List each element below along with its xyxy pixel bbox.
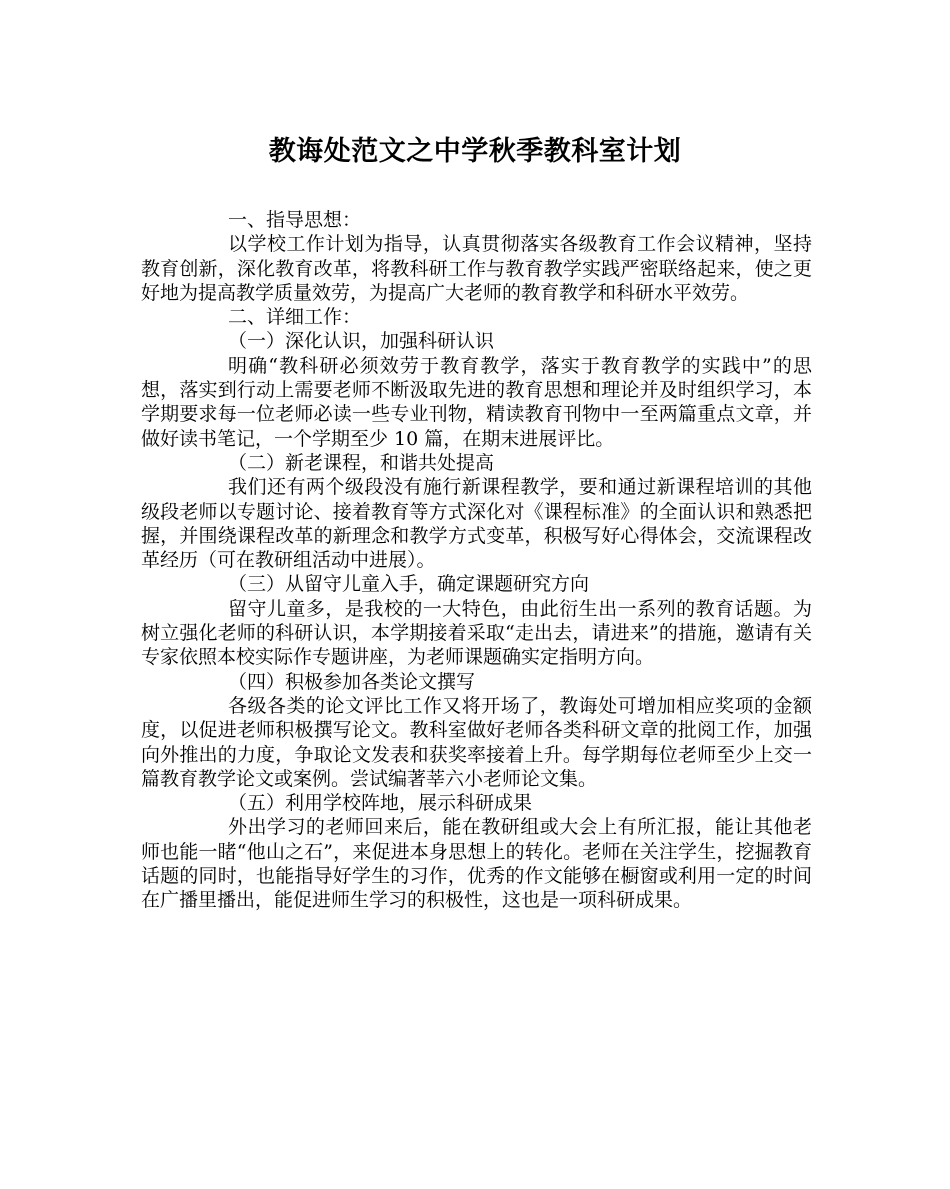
subheading-3: （三）从留守儿童入手，确定课题研究方向 [228, 573, 590, 596]
subheading-4: （四）积极参加各类论文撰写 [228, 670, 476, 693]
subheading-2: （二）新老课程，和谐共处提高 [228, 451, 495, 474]
document-body [141, 208, 812, 913]
section-heading-detailed-work: 二、详细工作： [228, 306, 362, 329]
subheading-1: （一）深化认识，加强科研认识 [228, 330, 495, 353]
subheading-5: （五）利用学校阵地，展示科研成果 [228, 792, 533, 815]
paragraph-guiding-ideology: 以学校工作计划为指导，认真贯彻落实各级教育工作会议精神，坚持教育创新，深化教育改革，将教科研工作与教育教学实践严密联络起来，使之更好地为提高教学质量效劳，为提高广大老师的教育教学和科研水平效劳。 [141, 233, 812, 304]
paragraph-3: 留守儿童多，是我校的一大特色，由此衍生出一系列的教育话题。为树立强化老师的科研认识，本学期接着采取“走出去，请进来”的措施，邀请有关专家依照本校实际作专题讲座，为老师课题确实定指明方向。 [141, 597, 812, 669]
document-title: 教诲处范文之中学秋季教科室计划 [268, 136, 682, 167]
section-heading-guiding-ideology: 一、指导思想： [228, 209, 362, 231]
paragraph-4: 各级各类的论文评比工作又将开场了，教诲处可增加相应奖项的金额度，以促进老师积极撰写论文。教科室做好老师各类科研文章的批阅工作，加强向外推出的力度，争取论文发表和获奖率接着上升。每学期每位老师至少上交一篇教育教学论文或案例。尝试编著莘六小老师论文集。 [141, 694, 812, 790]
paragraph-1: 明确“教科研必须效劳于教育教学，落实于教育教学的实践中”的思想，落实到行动上需要老师不断汲取先进的教育思想和理论并及时组织学习，本学期要求每一位老师必读一些专业刊物，精读教育刊物中一至两篇重点文章，并做好读书笔记，一个学期至少 10 篇，在期末进展评比。 [141, 354, 812, 450]
paragraph-5: 外出学习的老师回来后，能在教研组或大会上有所汇报，能让其他老师也能一睹“他山之石”，来促进本身思想上的转化。老师在关注学生，挖掘教育话题的同时，也能指导好学生的习作，优秀的作文能够在橱窗或利用一定的时间在广播里播出，能促进师生学习的积极性，这也是一项科研成果。 [141, 816, 812, 912]
paragraph-2: 我们还有两个级段没有施行新课程教学，要和通过新课程培训的其他级段老师以专题讨论、接着教育等方式深化对《课程标准》的全面认识和熟悉把握，并围绕课程改革的新理念和教学方式变革，积极写好心得体会，交流课程改革经历（可在教研组活动中进展）。 [141, 476, 812, 572]
